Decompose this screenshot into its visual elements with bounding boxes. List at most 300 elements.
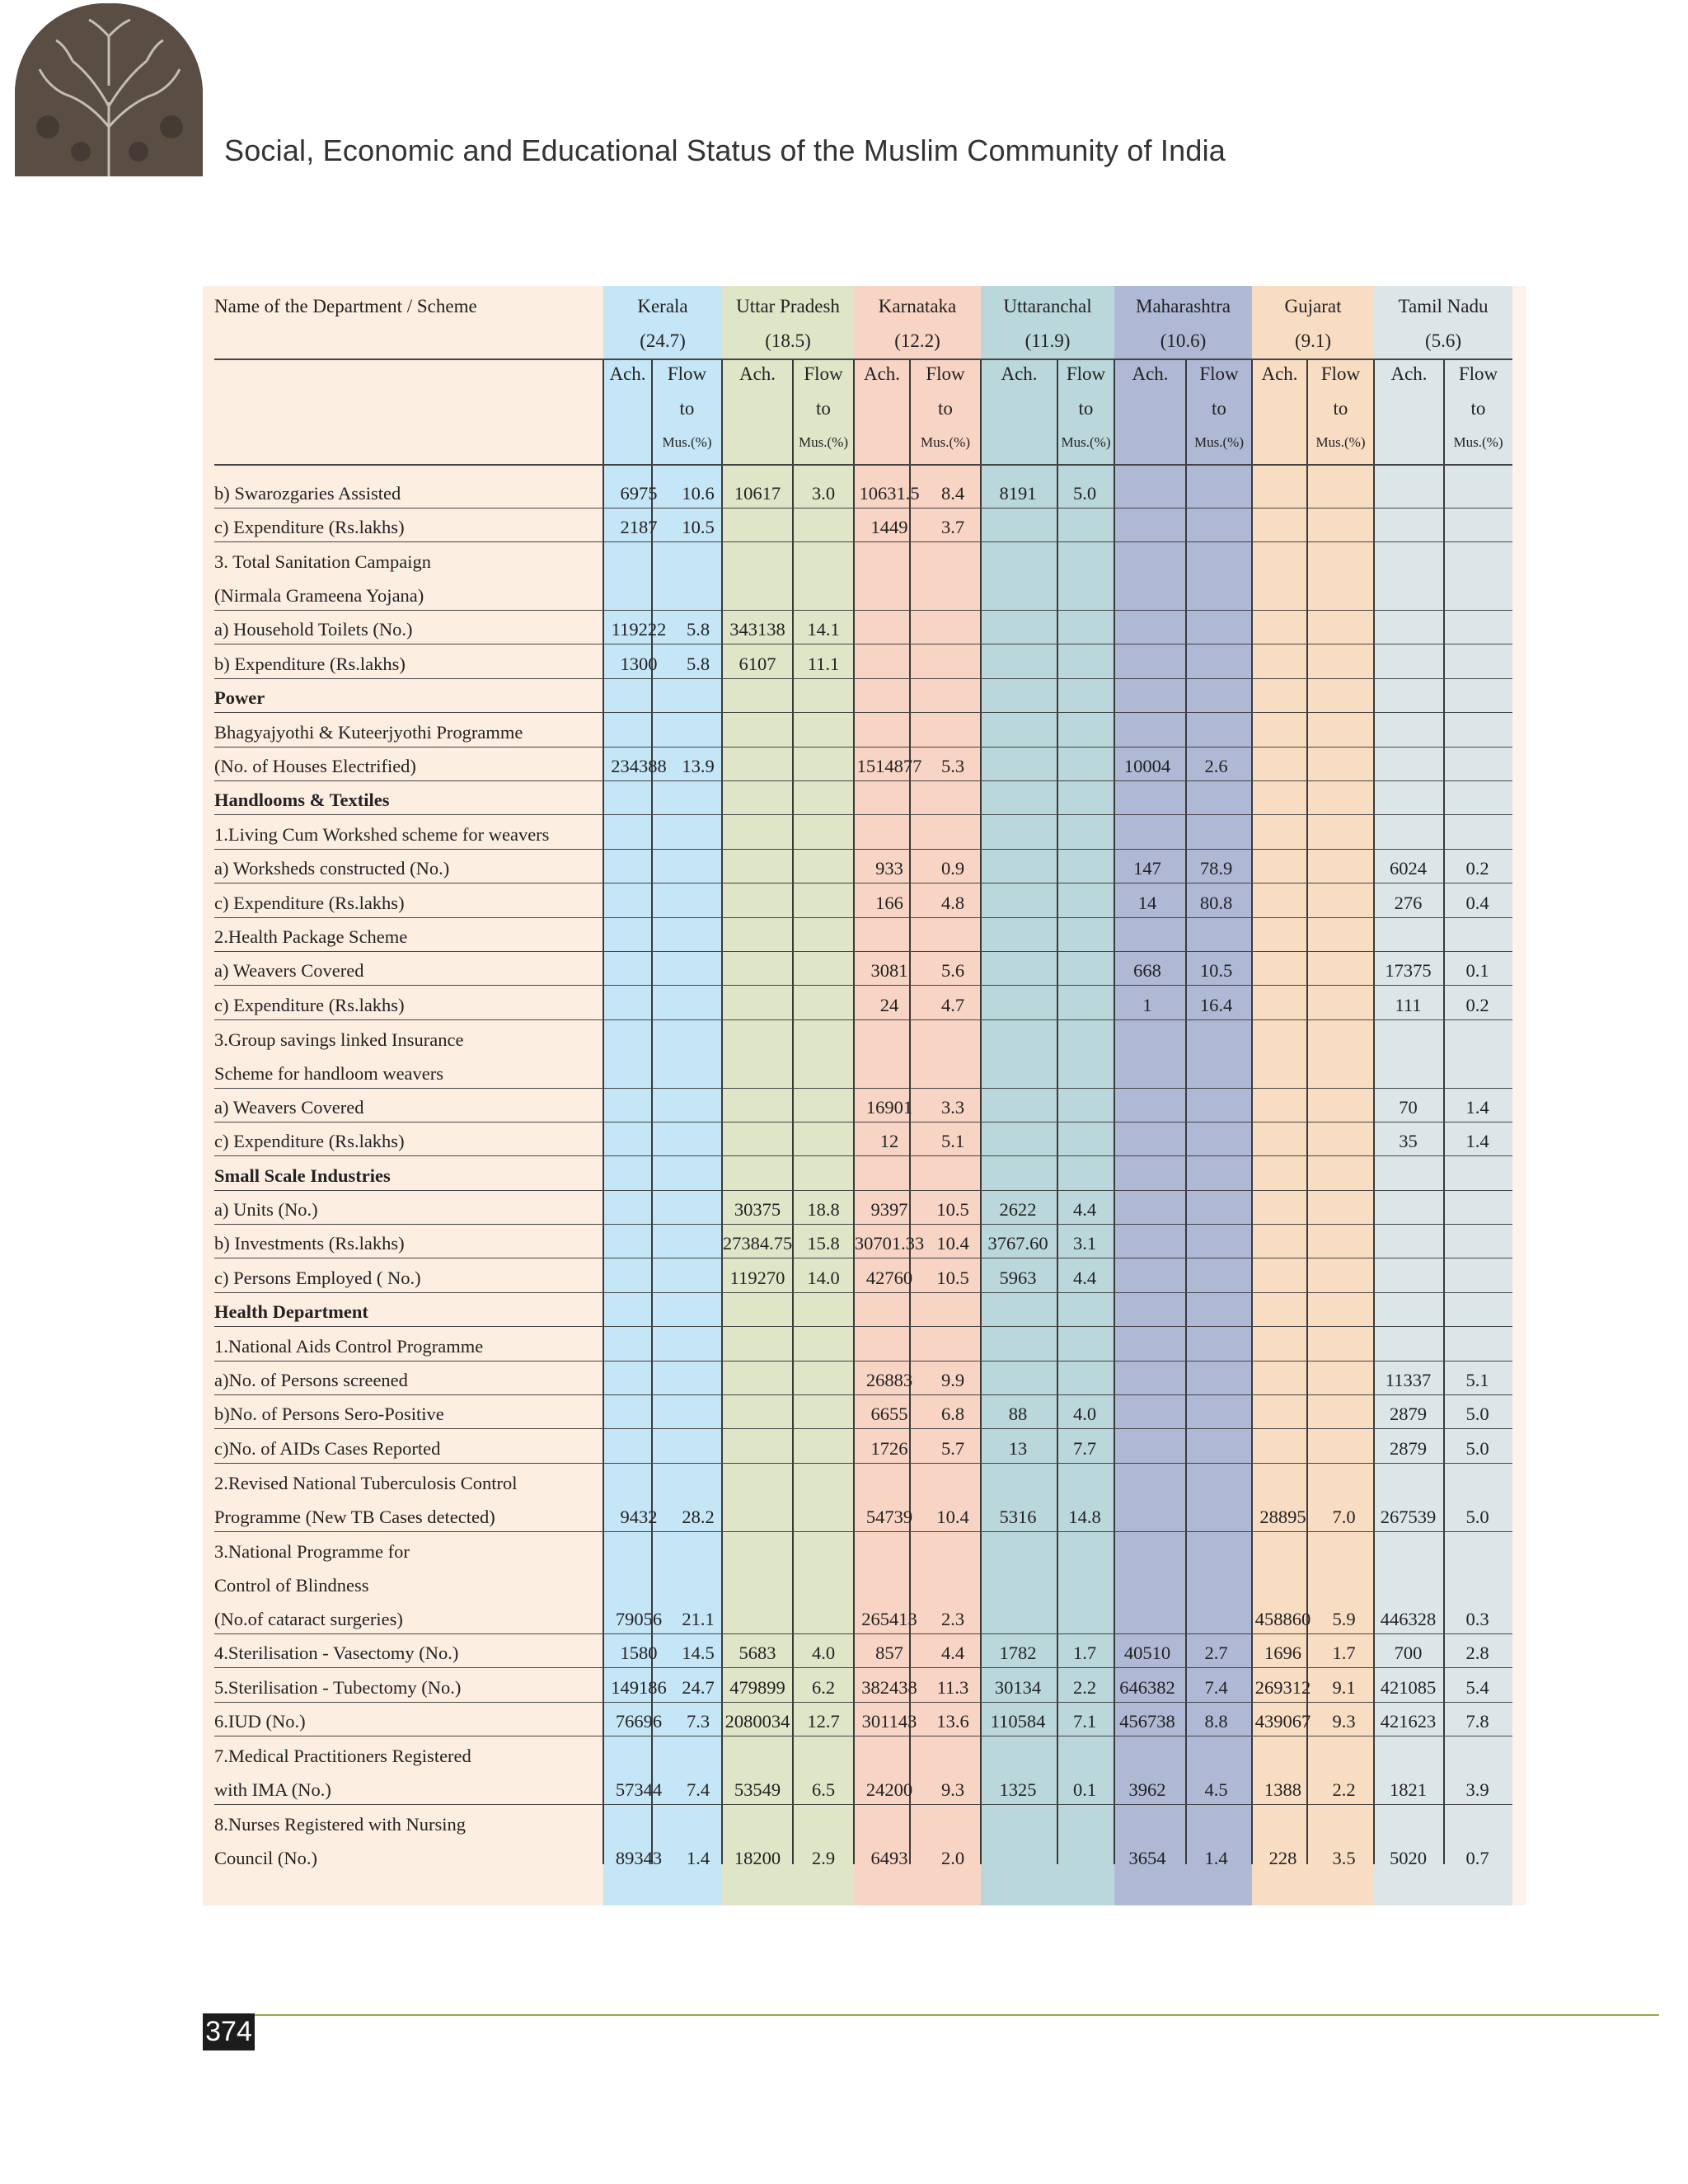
ach-cell: 2080034 [722, 1702, 793, 1736]
ach-cell [603, 713, 674, 747]
state-share-header: (10.6) [1160, 330, 1207, 351]
flow-cell [925, 644, 981, 678]
header-rule [214, 359, 1512, 360]
table-row [214, 678, 1512, 712]
ach-cell [1252, 1225, 1314, 1258]
ach-cell: 10631.5 [854, 474, 925, 508]
flow-cell: 0.2 [1442, 986, 1512, 1019]
flow-cell: 10.4 [925, 1225, 981, 1258]
ach-cell: 147 [1114, 849, 1180, 883]
row-label: a) Worksheds constructed (No.) [214, 849, 603, 883]
flow-cell [925, 576, 981, 610]
flow-cell [793, 1463, 854, 1497]
flow-cell: 1.4 [1442, 1088, 1512, 1122]
ach-cell [722, 1361, 793, 1394]
flow-cell [1442, 1804, 1512, 1838]
flow-cell [1180, 542, 1252, 576]
flow-cell [674, 1122, 722, 1155]
ach-cell [1252, 611, 1314, 644]
ach-cell: 149186 [603, 1668, 674, 1702]
state-name-header: Kerala [637, 296, 688, 316]
ach-cell [722, 1736, 793, 1769]
row-label: 6.IUD (No.) [214, 1702, 603, 1736]
row-label: 1.National Aids Control Programme [214, 1327, 603, 1361]
flow-cell [1442, 644, 1512, 678]
flow-cell [925, 781, 981, 815]
row-label: (No. of Houses Electrified) [214, 747, 603, 780]
ach-cell [1374, 1190, 1442, 1224]
flow-cell: 7.0 [1314, 1497, 1374, 1531]
row-label: a) Weavers Covered [214, 951, 603, 985]
panel-edge [1512, 286, 1526, 1905]
table-row [214, 883, 1512, 917]
row-label: Power [214, 678, 603, 712]
flow-cell: 10.4 [925, 1497, 981, 1531]
flow-cell: 5.8 [674, 611, 722, 644]
ach-cell [1374, 474, 1442, 508]
row-label: b) Swarozgaries Assisted [214, 474, 603, 508]
flow-cell [1314, 611, 1374, 644]
ach-cell [722, 1019, 793, 1053]
ach-cell [1114, 713, 1180, 747]
flow-cell [1314, 1804, 1374, 1838]
flow-cell: 4.0 [1055, 1395, 1114, 1429]
ach-cell: 9432 [603, 1497, 674, 1531]
ach-cell: 382438 [854, 1668, 925, 1702]
flow-cell [793, 1395, 854, 1429]
ach-cell [603, 1736, 674, 1769]
flow-cell: 4.4 [1055, 1258, 1114, 1292]
flow-cell [1442, 815, 1512, 849]
ach-cell [1374, 1531, 1442, 1565]
flow-cell: 2.2 [1314, 1770, 1374, 1804]
flow-cell [1442, 713, 1512, 747]
flow-cell [1180, 644, 1252, 678]
flow-cell: 5.7 [925, 1429, 981, 1463]
ach-cell [1252, 644, 1314, 678]
table-row [214, 474, 1512, 508]
flow-cell [1055, 1531, 1114, 1565]
flow-cell [1180, 1361, 1252, 1394]
ach-cell: 479899 [722, 1668, 793, 1702]
ach-cell [1252, 1429, 1314, 1463]
ach-cell [722, 1054, 793, 1088]
table-row [214, 611, 1512, 644]
flow-cell [925, 611, 981, 644]
flow-header: to [679, 398, 695, 419]
ach-cell: 446328 [1374, 1600, 1442, 1633]
flow-cell [1442, 1531, 1512, 1565]
row-label: Handlooms & Textiles [214, 781, 603, 815]
flow-cell: 8.8 [1180, 1702, 1252, 1736]
ach-cell [981, 1839, 1055, 1872]
ach-cell [981, 508, 1055, 541]
row-label: Council (No.) [214, 1848, 317, 1869]
ach-cell [722, 1566, 793, 1600]
flow-cell: 11.1 [793, 644, 854, 678]
ach-cell: 5683 [722, 1633, 793, 1667]
flow-cell: 10.5 [925, 1190, 981, 1224]
ach-cell [1252, 1054, 1314, 1088]
flow-cell [793, 1497, 854, 1531]
ach-cell [603, 781, 674, 815]
flow-cell [925, 1463, 981, 1497]
flow-cell: 0.4 [1442, 883, 1512, 917]
flow-cell [1442, 1736, 1512, 1769]
ach-cell [981, 1531, 1055, 1565]
ach-cell: 17375 [1374, 951, 1442, 985]
flow-cell: 0.7 [1465, 1848, 1489, 1869]
ach-cell [722, 849, 793, 883]
table-row [214, 644, 1512, 678]
ach-cell [1114, 1531, 1180, 1565]
ach-cell [1374, 1736, 1442, 1769]
flow-cell [674, 917, 722, 951]
ach-cell [1114, 1429, 1180, 1463]
ach-cell [603, 1088, 674, 1122]
ach-cell [722, 1463, 793, 1497]
flow-cell: 0.2 [1442, 849, 1512, 883]
flow-cell [674, 815, 722, 849]
ach-cell [981, 1600, 1055, 1633]
flow-header-unit: Mus.(%) [1061, 434, 1111, 450]
flow-cell [1055, 508, 1114, 541]
ach-cell [603, 1019, 674, 1053]
row-label: b) Expenditure (Rs.lakhs) [214, 644, 603, 678]
ach-cell [722, 1497, 793, 1531]
table-row [214, 815, 1512, 849]
flow-cell: 14.8 [1055, 1497, 1114, 1531]
flow-cell [925, 542, 981, 576]
flow-cell [674, 576, 722, 610]
flow-cell [1055, 1292, 1114, 1326]
flow-cell: 0.1 [1442, 951, 1512, 985]
flow-cell [1442, 1258, 1512, 1292]
ach-cell [603, 1225, 674, 1258]
flow-cell [674, 1736, 722, 1769]
ach-cell [1114, 1804, 1180, 1838]
flow-cell [793, 747, 854, 780]
ach-cell [722, 1429, 793, 1463]
ach-cell: 933 [854, 849, 925, 883]
flow-cell [1055, 1156, 1114, 1190]
flow-cell [674, 986, 722, 1019]
flow-cell [1442, 917, 1512, 951]
ach-cell [722, 1804, 793, 1838]
flow-cell [1314, 1292, 1374, 1326]
ach-cell: 1325 [981, 1770, 1055, 1804]
ach-cell [603, 951, 674, 985]
flow-cell [1180, 1258, 1252, 1292]
flow-cell [674, 1395, 722, 1429]
flow-cell [1314, 1361, 1374, 1394]
ach-cell [1252, 849, 1314, 883]
flow-cell [674, 781, 722, 815]
flow-header: to [1470, 398, 1486, 419]
ach-cell: 30375 [722, 1190, 793, 1224]
flow-cell: 5.0 [1442, 1395, 1512, 1429]
flow-cell: 16.4 [1180, 986, 1252, 1019]
state-name-header: Maharashtra [1136, 296, 1231, 316]
ach-cell: 6024 [1374, 849, 1442, 883]
flow-cell: 18.8 [793, 1190, 854, 1224]
flow-cell [674, 1804, 722, 1838]
state-share-header: (9.1) [1294, 330, 1332, 351]
ach-cell: 1821 [1374, 1770, 1442, 1804]
ach-cell [981, 644, 1055, 678]
ach-cell [854, 1292, 925, 1326]
flow-cell [1442, 1190, 1512, 1224]
ach-cell: 14 [1114, 883, 1180, 917]
flow-cell [793, 1292, 854, 1326]
flow-cell [1442, 611, 1512, 644]
ach-cell [603, 1190, 674, 1224]
ach-cell [1252, 1019, 1314, 1053]
flow-cell: 15.8 [793, 1225, 854, 1258]
ach-cell [1114, 1088, 1180, 1122]
ach-cell [854, 611, 925, 644]
flow-cell: 2.8 [1442, 1633, 1512, 1667]
table-row [214, 917, 1512, 951]
flow-header: to [1333, 398, 1348, 419]
ach-cell [603, 1463, 674, 1497]
flow-cell [1314, 951, 1374, 985]
flow-cell [674, 883, 722, 917]
flow-cell [793, 576, 854, 610]
row-label: c) Expenditure (Rs.lakhs) [214, 508, 603, 541]
ach-cell [981, 1804, 1055, 1838]
state-share-header: (11.9) [1025, 330, 1071, 351]
ach-cell [1374, 611, 1442, 644]
ach-cell: 10004 [1114, 747, 1180, 780]
flow-cell [1442, 508, 1512, 541]
table-row [214, 747, 1512, 780]
flow-cell [1314, 542, 1374, 576]
ach-cell [603, 1292, 674, 1326]
ach-cell [1374, 747, 1442, 780]
flow-cell [674, 1225, 722, 1258]
flow-cell: 11.3 [925, 1668, 981, 1702]
flow-cell [793, 849, 854, 883]
table-row [214, 1225, 1512, 1258]
ach-cell [854, 644, 925, 678]
flow-cell [1055, 1566, 1114, 1600]
flow-cell [1055, 576, 1114, 610]
flow-cell [674, 1156, 722, 1190]
flow-cell: 1.4 [1204, 1848, 1228, 1869]
flow-cell [1055, 1804, 1114, 1838]
flow-cell [1055, 815, 1114, 849]
ach-cell [1252, 508, 1314, 541]
ach-cell [603, 576, 674, 610]
ach-cell: 76696 [603, 1702, 674, 1736]
flow-cell [1314, 1088, 1374, 1122]
ach-cell [603, 1804, 674, 1838]
flow-cell [674, 542, 722, 576]
ach-cell [722, 576, 793, 610]
flow-cell [1055, 1839, 1114, 1872]
ach-header: Ach. [1261, 363, 1298, 384]
flow-cell: 5.8 [674, 644, 722, 678]
ach-cell [722, 1395, 793, 1429]
flow-cell: 14.1 [793, 611, 854, 644]
footer-rule [254, 2014, 1659, 2016]
flow-cell [793, 1327, 854, 1361]
ach-cell [1114, 1225, 1180, 1258]
table-row [214, 1292, 1512, 1326]
row-label: 5.Sterilisation - Tubectomy (No.) [214, 1668, 603, 1702]
ach-cell: 5316 [981, 1497, 1055, 1531]
flow-cell: 2.7 [1180, 1633, 1252, 1667]
ach-cell: 5020 [1390, 1848, 1427, 1869]
ach-cell: 343138 [722, 611, 793, 644]
ach-cell [981, 1054, 1055, 1088]
ach-cell [1252, 1463, 1314, 1497]
table-row [214, 576, 1512, 610]
ach-cell: 234388 [603, 747, 674, 780]
ach-cell: 30701.33 [854, 1225, 925, 1258]
ach-cell [603, 917, 674, 951]
flow-cell [1180, 917, 1252, 951]
ach-cell [722, 883, 793, 917]
ach-cell [603, 1361, 674, 1394]
table-row [214, 849, 1512, 883]
ach-cell: 54739 [854, 1497, 925, 1531]
ach-cell [1374, 644, 1442, 678]
ach-cell [1374, 1054, 1442, 1088]
flow-cell [1180, 1804, 1252, 1838]
flow-header: Flow [1199, 363, 1239, 384]
flow-cell: 78.9 [1180, 849, 1252, 883]
ach-cell: 1300 [603, 644, 674, 678]
flow-cell [1314, 1122, 1374, 1155]
row-label: a) Household Toilets (No.) [214, 611, 603, 644]
flow-cell: 1.4 [1442, 1122, 1512, 1155]
flow-cell [1314, 1156, 1374, 1190]
flow-cell: 24.7 [674, 1668, 722, 1702]
ach-cell [1252, 781, 1314, 815]
flow-cell [1314, 849, 1374, 883]
ach-cell [1374, 1019, 1442, 1053]
flow-cell [1314, 1225, 1374, 1258]
ach-cell [603, 1327, 674, 1361]
flow-cell: 3.3 [925, 1088, 981, 1122]
flow-cell: 5.0 [1055, 474, 1114, 508]
flow-cell [1180, 1463, 1252, 1497]
ach-cell [981, 1156, 1055, 1190]
row-label: with IMA (No.) [214, 1770, 603, 1804]
flow-cell [1180, 611, 1252, 644]
flow-cell: 2.2 [1055, 1668, 1114, 1702]
flow-cell [925, 1327, 981, 1361]
row-label: Bhagyajyothi & Kuteerjyothi Programme [214, 713, 603, 747]
flow-cell [1314, 576, 1374, 610]
flow-cell [1314, 747, 1374, 780]
ach-cell [722, 508, 793, 541]
flow-cell [1055, 1600, 1114, 1633]
ach-cell [854, 1019, 925, 1053]
ach-cell [981, 1019, 1055, 1053]
ach-cell [854, 1156, 925, 1190]
flow-cell [793, 1804, 854, 1838]
flow-cell [1055, 849, 1114, 883]
table-row [214, 1361, 1512, 1394]
flow-cell [1055, 917, 1114, 951]
ach-cell [1374, 508, 1442, 541]
name-column-header: Name of the Department / Scheme [214, 296, 477, 316]
flow-cell [674, 1327, 722, 1361]
state-share-header: (18.5) [765, 330, 811, 351]
table-row [214, 1531, 1512, 1565]
ach-cell: 1 [1114, 986, 1180, 1019]
flow-cell [1180, 678, 1252, 712]
ach-cell [1114, 542, 1180, 576]
ach-cell [854, 1804, 925, 1838]
ach-cell: 6493 [870, 1848, 908, 1869]
ach-cell [722, 1156, 793, 1190]
ach-cell [1252, 815, 1314, 849]
flow-cell: 0.1 [1055, 1770, 1114, 1804]
flow-cell [793, 781, 854, 815]
ach-cell [1252, 1122, 1314, 1155]
flow-cell [1055, 678, 1114, 712]
flow-cell [1314, 678, 1374, 712]
ach-header: Ach. [1001, 363, 1038, 384]
ach-cell [854, 713, 925, 747]
flow-cell: 14.5 [674, 1633, 722, 1667]
ach-cell [1374, 713, 1442, 747]
row-label: (Nirmala Grameena Yojana) [214, 576, 603, 610]
ach-cell: 18200 [734, 1848, 781, 1869]
flow-cell [1180, 1327, 1252, 1361]
flow-header-unit: Mus.(%) [1315, 434, 1366, 450]
flow-header: to [1078, 398, 1094, 419]
ach-cell [1374, 1292, 1442, 1326]
ach-cell [1114, 1600, 1180, 1633]
flow-cell [1314, 1395, 1374, 1429]
table-row [214, 1702, 1512, 1736]
flow-cell [793, 1600, 854, 1633]
flow-cell [925, 917, 981, 951]
ach-cell [1114, 1361, 1180, 1394]
flow-cell [1442, 781, 1512, 815]
ach-cell [1252, 951, 1314, 985]
ach-cell [1252, 1088, 1314, 1122]
flow-cell: 4.5 [1180, 1770, 1252, 1804]
flow-cell: 9.3 [925, 1770, 981, 1804]
flow-cell: 5.0 [1442, 1497, 1512, 1531]
row-label: 7.Medical Practitioners Registered [214, 1745, 471, 1766]
flow-cell [1442, 1327, 1512, 1361]
flow-header: Flow [804, 363, 843, 384]
flow-cell [1180, 815, 1252, 849]
flow-cell [793, 1531, 854, 1565]
ach-cell [603, 1054, 674, 1088]
flow-cell [793, 1429, 854, 1463]
flow-cell: 1.4 [686, 1848, 710, 1869]
ach-cell [1114, 1736, 1180, 1769]
ach-cell: 456738 [1114, 1702, 1180, 1736]
flow-cell [1314, 1531, 1374, 1565]
ach-cell [1114, 1497, 1180, 1531]
table-row [214, 1429, 1512, 1463]
flow-cell [925, 1736, 981, 1769]
flow-cell [925, 1054, 981, 1088]
flow-header: Flow [667, 363, 707, 384]
flow-cell: 4.7 [925, 986, 981, 1019]
ach-cell: 70 [1374, 1088, 1442, 1122]
ach-cell: 26883 [854, 1361, 925, 1394]
